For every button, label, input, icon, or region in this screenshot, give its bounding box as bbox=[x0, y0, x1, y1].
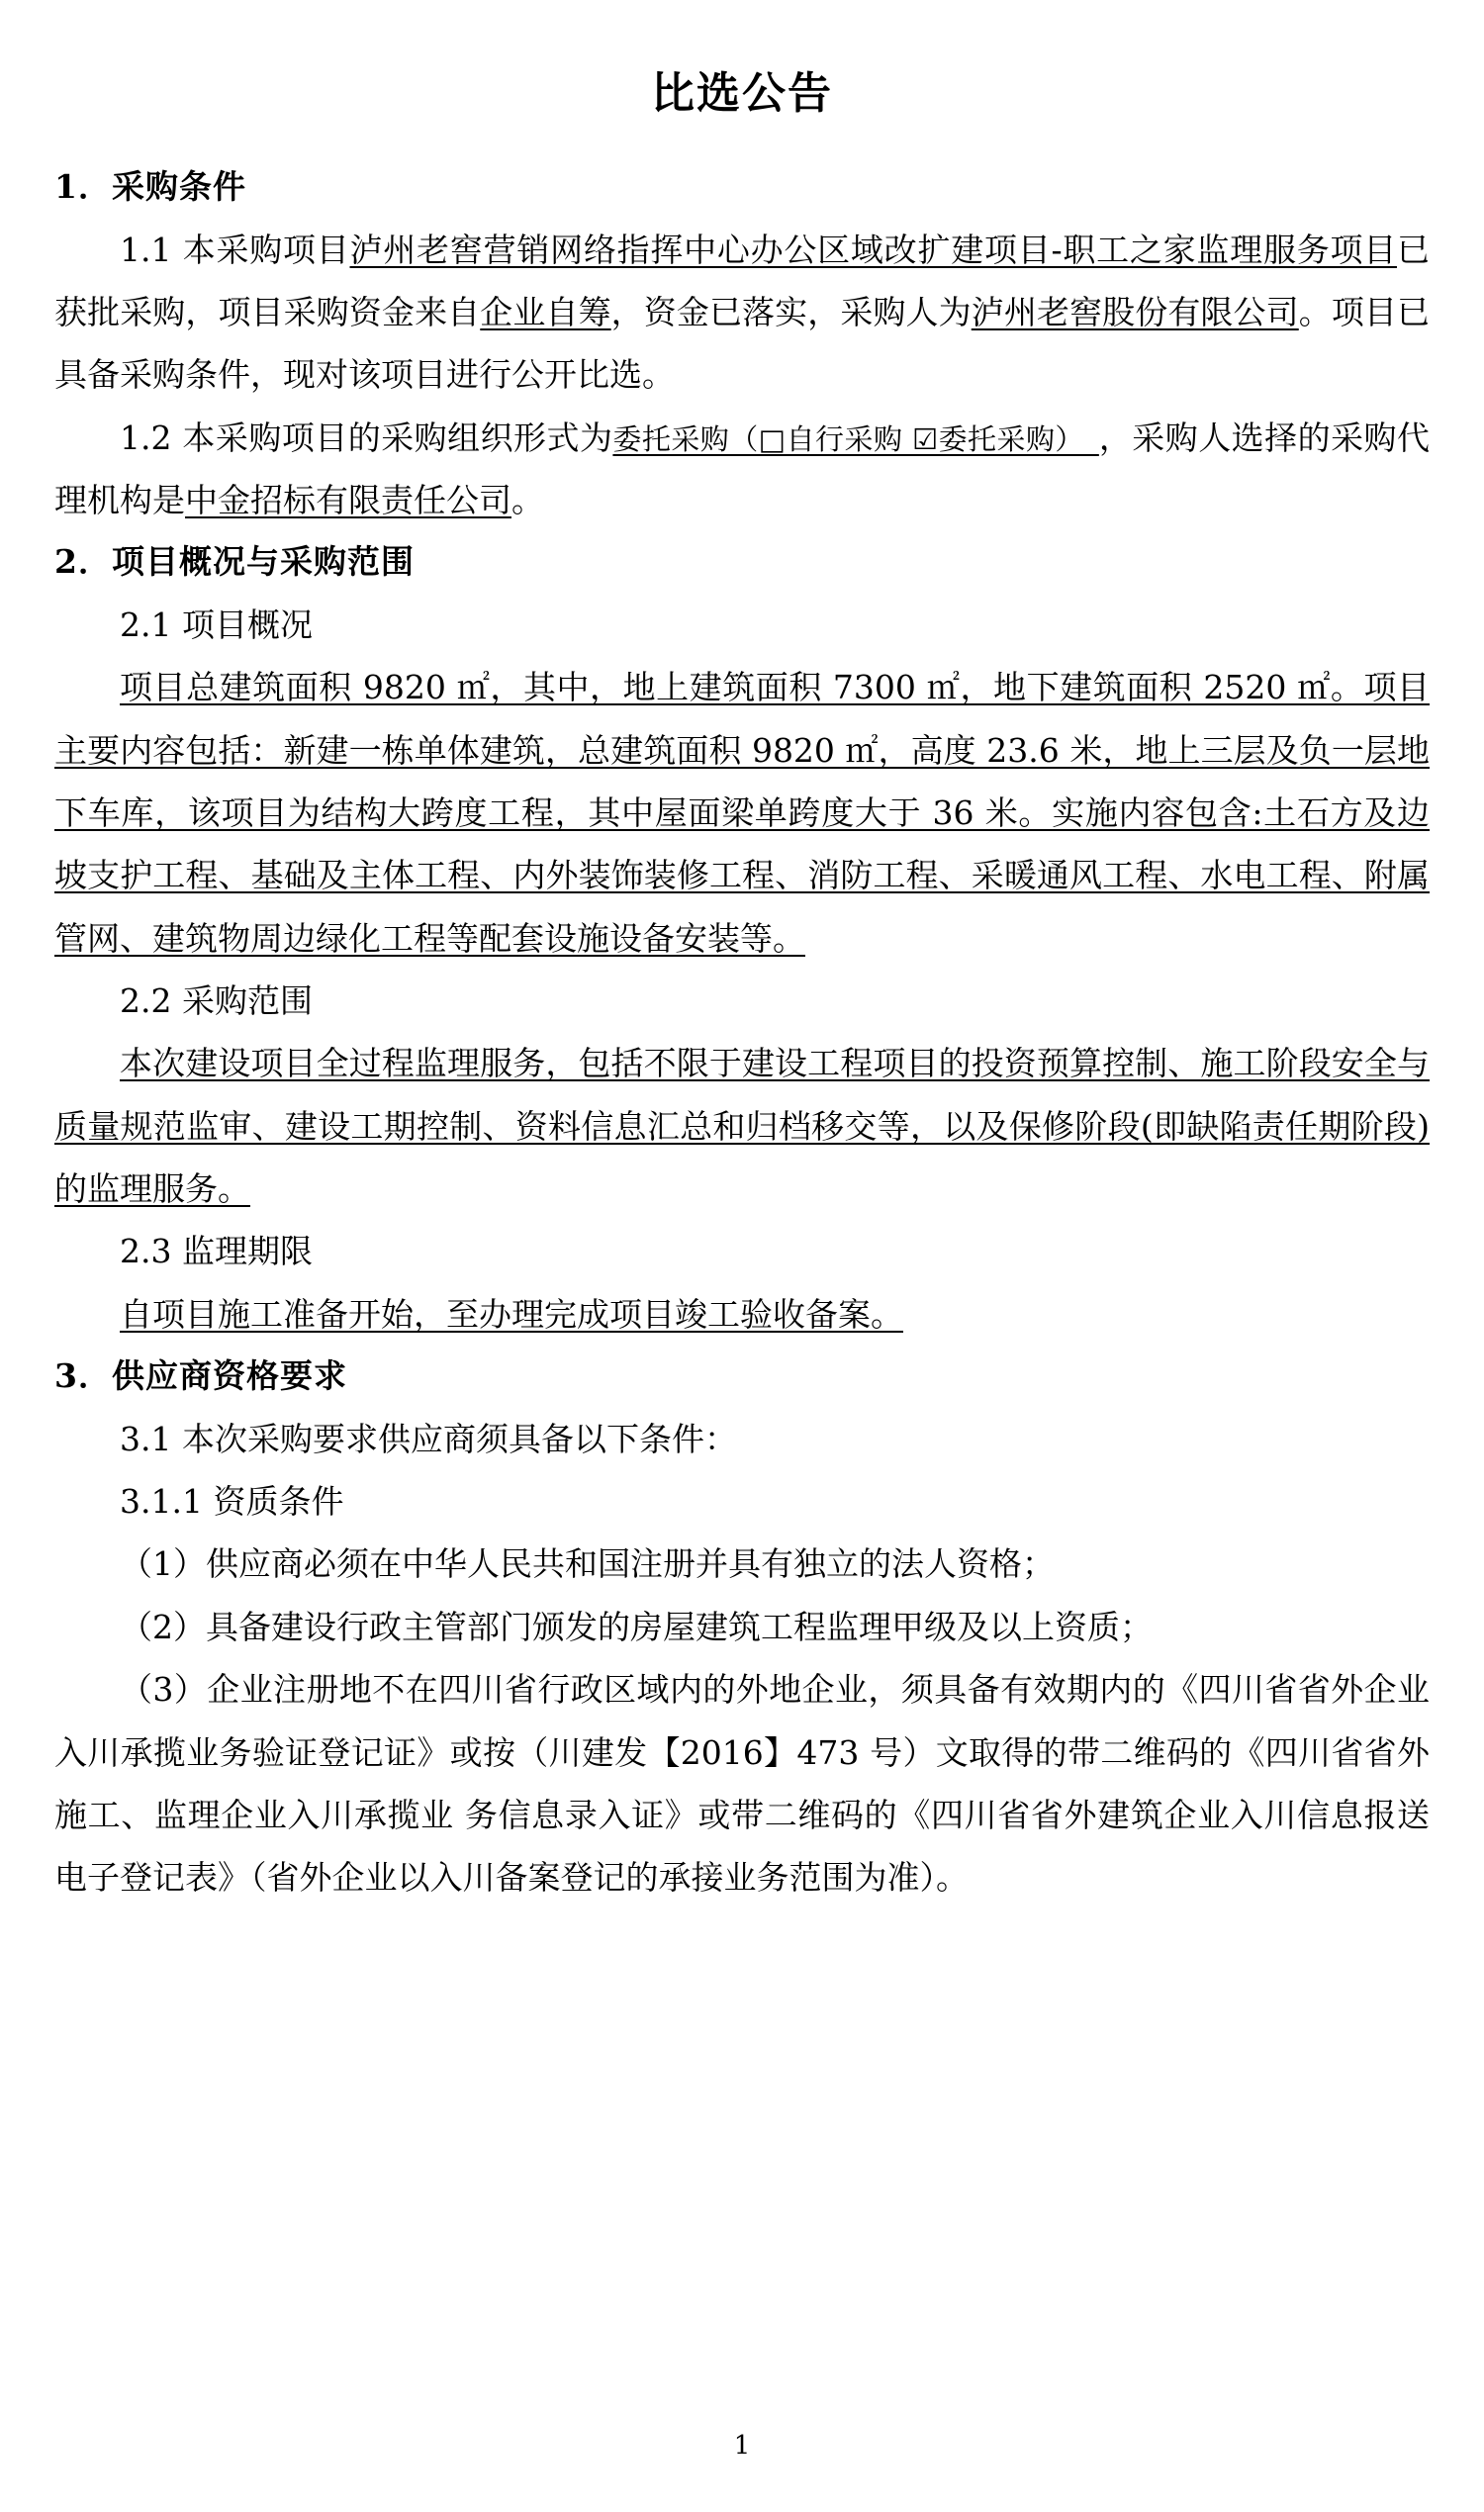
procurement-agency-name: 中金招标有限责任公司 bbox=[185, 480, 511, 519]
section-heading-3: 3．供应商资格要求 bbox=[54, 1356, 347, 1396]
procurement-scope-text: 本次建设项目全过程监理服务，包括不限于建设工程项目的投资预算控制、施工阶段安全与质量规范监审、建设工期控制、资料信息汇总和归档移交等，以及保修阶段(即缺陷责任期阶段)的监理服务。 bbox=[54, 1044, 1430, 1209]
para-1-2-seg-4: 。 bbox=[511, 480, 544, 519]
para-1-1-seg-4: ，资金已落实，采购人为 bbox=[610, 292, 972, 331]
qualification-item-2: （2）具备建设行政主管部门颁发的房屋建筑工程监理甲级及以上资质； bbox=[120, 1607, 1153, 1646]
para-1-2-seg-0: 1.2 本采购项目的采购组织形式为 bbox=[120, 418, 613, 457]
qualification-item-1: （1）供应商必须在中华人民共和国注册并具有独立的法人资格； bbox=[120, 1544, 1055, 1584]
procurement-form-checkboxes[interactable]: 委托采购（□自行采购 ☑委托采购） bbox=[612, 421, 1099, 456]
sub-heading-2-2: 2.2 采购范围 bbox=[120, 981, 313, 1021]
para-1-1-seg-2: 已获批采购，项目采购资金来自 bbox=[54, 230, 1430, 331]
sub-heading-3-1-1: 3.1.1 资质条件 bbox=[120, 1482, 344, 1522]
para-1-1-seg-6: 。项目已具备采购条件，现对该项目进行公开比选。 bbox=[54, 292, 1431, 395]
page-title: 比选公告 bbox=[651, 68, 833, 119]
paragraph-1-1 bbox=[54, 219, 1430, 407]
section-heading-1: 1．采购条件 bbox=[54, 167, 246, 206]
sub-heading-2-3: 2.3 监理期限 bbox=[120, 1232, 313, 1271]
para-1-1-seg-0: 1.1 本采购项目 bbox=[120, 230, 350, 269]
paragraph-1-2 bbox=[54, 407, 1430, 532]
project-overview-text: 项目总建筑面积 9820 ㎡，其中，地上建筑面积 7300 ㎡，地下建筑面积 2520 ㎡。项目主要内容包括：新建一栋单体建筑，总建筑面积 9820 ㎡，高度 23.6 米，地上三层及负一层地下车库，该项目为结构大跨度工程，其中屋面梁单跨度大于 36 米。实施内容包含:土石方及边坡支护工程、基础及主体工程、内外装饰装修工程、消防工程、采暖通风工程、水电工程、附属管网、建筑物周边绿化工程等配套设施设备安装等。 bbox=[54, 668, 1430, 958]
para-1-1-seg-3: 企业自筹 bbox=[480, 292, 611, 331]
para-1-2-seg-2: ，采购人选择的采购代理机构是 bbox=[54, 418, 1430, 519]
para-1-1-seg-5: 泸州老窖股份有限公司 bbox=[971, 292, 1299, 331]
section-heading-2: 2．项目概况与采购范围 bbox=[54, 542, 415, 582]
sub-heading-2-1: 2.1 项目概况 bbox=[120, 605, 313, 644]
paragraph-2-3 bbox=[54, 1283, 1430, 1346]
paragraph-2-2 bbox=[54, 1032, 1430, 1220]
sub-heading-3-1: 3.1 本次采购要求供应商须具备以下条件： bbox=[120, 1419, 737, 1458]
qualification-item-3: （3）企业注册地不在四川省行政区域内的外地企业，须具备有效期内的《四川省省外企业入川承揽业务验证登记证》或按（川建发【2016】473 号）文取得的带二维码的《四川省省外施工、监理企业入川承揽业 务信息录入证》或带二维码的《四川省省外建筑企业入川信息报送电子登记表》（省外企业以入川备案登记的承接业务范围为准）。 bbox=[54, 1670, 1430, 1898]
para-1-1-seg-1: 泸州老窖营销网络指挥中心办公区域改扩建项目-职工之家监理服务项目 bbox=[349, 230, 1397, 269]
page-number: 1 bbox=[733, 2431, 751, 2461]
paragraph-2-1 bbox=[54, 656, 1430, 970]
supervision-period-text: 自项目施工准备开始，至办理完成项目竣工验收备案。 bbox=[120, 1294, 903, 1334]
